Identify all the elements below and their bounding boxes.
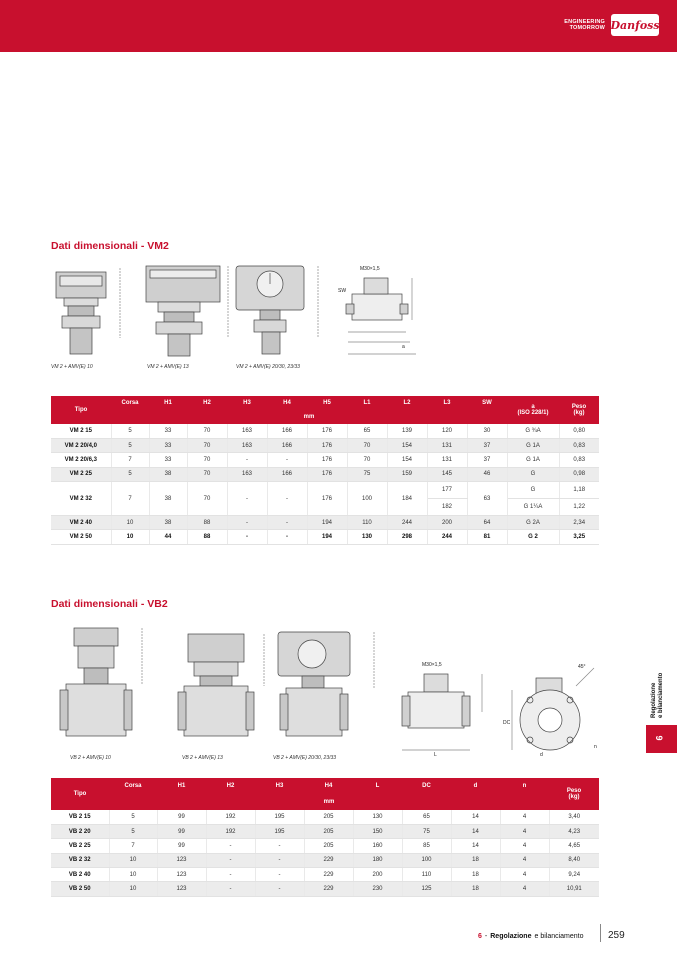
cell: 298 <box>387 530 427 544</box>
cell: 63 <box>467 482 507 516</box>
cell: 123 <box>157 853 206 867</box>
table-row <box>51 438 599 452</box>
cell: - <box>206 882 255 896</box>
cell: 10 <box>109 853 157 867</box>
cell: VM 2 15 <box>51 424 111 438</box>
cell: 14 <box>451 839 500 853</box>
cell: 125 <box>402 882 451 896</box>
chapter-side-label-line1: Regolazione <box>651 682 657 718</box>
footer-section-rest: e bilanciamento <box>534 933 584 940</box>
cell: 131 <box>427 438 467 452</box>
vm2-th-l1: L1 <box>347 396 387 410</box>
vm2-th-sw: SW <box>467 396 507 410</box>
footer-divider <box>600 924 601 942</box>
vb2-th-peso <box>549 778 599 810</box>
cell: - <box>255 868 304 882</box>
cell: 33 <box>149 438 187 452</box>
cell: 30 <box>467 424 507 438</box>
cell: VB 2 15 <box>51 810 109 824</box>
vm2-th-peso-line1: Peso <box>571 404 587 410</box>
table-row <box>51 530 599 544</box>
vb2-diagram-drawings <box>50 620 610 760</box>
cell: 145 <box>427 467 467 481</box>
cell: 4 <box>500 810 549 824</box>
cell: 70 <box>187 467 227 481</box>
cell: 70 <box>187 438 227 452</box>
vb2-caption-1: VB 2 + AMV(E) 10 <box>70 755 111 761</box>
cell: - <box>227 516 267 530</box>
cell: 99 <box>157 810 206 824</box>
table-row <box>51 882 599 896</box>
cell: 205 <box>304 824 353 838</box>
cell: 65 <box>402 810 451 824</box>
cell: 3,25 <box>559 530 599 544</box>
cell: 10 <box>111 516 149 530</box>
table-row <box>51 810 599 824</box>
vm2-th-h1: H1 <box>149 396 187 410</box>
cell: 229 <box>304 868 353 882</box>
cell: 3,40 <box>549 810 599 824</box>
cell: 9,24 <box>549 868 599 882</box>
cell: G 1¼A <box>507 499 559 516</box>
vm2-th-h3: H3 <box>227 396 267 410</box>
cell: - <box>267 530 307 544</box>
cell: 154 <box>387 453 427 467</box>
cell: 33 <box>149 424 187 438</box>
cell: - <box>267 516 307 530</box>
table-row <box>51 467 599 481</box>
cell: 10 <box>111 530 149 544</box>
vm2-th-h5: H5 <box>307 396 347 410</box>
cell: 5 <box>111 467 149 481</box>
table-row <box>51 453 599 467</box>
cell: - <box>206 839 255 853</box>
danfoss-logo <box>611 14 659 36</box>
cell: 230 <box>353 882 402 896</box>
vm2-th-h4: H4 <box>267 396 307 410</box>
cell: - <box>206 868 255 882</box>
cell: - <box>255 839 304 853</box>
chapter-tab <box>646 725 677 753</box>
cell: 229 <box>304 853 353 867</box>
cell: 44 <box>149 530 187 544</box>
cell: 160 <box>353 839 402 853</box>
cell: VB 2 32 <box>51 853 109 867</box>
tagline-line1: ENGINEERING <box>564 19 605 25</box>
page-footer <box>478 933 584 940</box>
cell: 0,80 <box>559 424 599 438</box>
vb2-caption-3: VB 2 + AMV(E) 20/30, 23/33 <box>273 755 337 761</box>
table-row <box>51 516 599 530</box>
cell: 180 <box>353 853 402 867</box>
cell: 150 <box>353 824 402 838</box>
cell: 8,40 <box>549 853 599 867</box>
cell: 38 <box>149 467 187 481</box>
cell: 38 <box>149 482 187 516</box>
vb2-th-tipo: Tipo <box>51 778 109 810</box>
cell: 1,22 <box>559 499 599 516</box>
cell: 4 <box>500 824 549 838</box>
cell: 200 <box>427 516 467 530</box>
vb2-th-d: d <box>451 778 500 794</box>
cell: 1,18 <box>559 482 599 499</box>
chapter-side-label <box>651 673 665 718</box>
cell: VM 2 40 <box>51 516 111 530</box>
cell: 70 <box>187 453 227 467</box>
vb2-l-label: L <box>434 752 437 758</box>
vm2-th-h2: H2 <box>187 396 227 410</box>
cell: G 2 <box>507 530 559 544</box>
cell: 70 <box>187 482 227 516</box>
cell: 0,98 <box>559 467 599 481</box>
cell: 18 <box>451 853 500 867</box>
vm2-th-mm: mm <box>111 410 507 424</box>
vb2-dimensions-table <box>51 778 599 897</box>
cell: 46 <box>467 467 507 481</box>
cell: 7 <box>109 839 157 853</box>
cell: 4 <box>500 882 549 896</box>
cell: VM 2 50 <box>51 530 111 544</box>
cell: 70 <box>347 453 387 467</box>
vb2-th-dc: DC <box>402 778 451 794</box>
cell: 14 <box>451 810 500 824</box>
cell: 75 <box>402 824 451 838</box>
vb2-th-corsa: Corsa <box>109 778 157 794</box>
table-row <box>51 482 599 499</box>
table-row <box>51 424 599 438</box>
cell: 2,34 <box>559 516 599 530</box>
chapter-tab-number: 6 <box>654 735 665 741</box>
cell: VB 2 50 <box>51 882 109 896</box>
cell: 200 <box>353 868 402 882</box>
cell: 166 <box>267 438 307 452</box>
cell: 163 <box>227 424 267 438</box>
cell: VM 2 20/6,3 <box>51 453 111 467</box>
cell: 159 <box>387 467 427 481</box>
cell: 5 <box>111 424 149 438</box>
vm2-th-corsa: Corsa <box>111 396 149 410</box>
vm2-th-a-line2: (ISO 228/1) <box>517 410 549 416</box>
cell: 10 <box>109 868 157 882</box>
cell: 182 <box>427 499 467 516</box>
cell: 244 <box>427 530 467 544</box>
cell: 176 <box>307 438 347 452</box>
footer-chapter: 6 <box>478 933 482 940</box>
cell: 177 <box>427 482 467 499</box>
vb2-angle-label: 45° <box>578 664 586 670</box>
cell: 0,83 <box>559 453 599 467</box>
cell: 163 <box>227 467 267 481</box>
cell: 244 <box>387 516 427 530</box>
cell: 110 <box>402 868 451 882</box>
cell: 166 <box>267 424 307 438</box>
cell: 192 <box>206 810 255 824</box>
cell: 120 <box>427 424 467 438</box>
cell: - <box>255 882 304 896</box>
logo-text: Danfoss <box>610 18 660 32</box>
table-row <box>51 839 599 853</box>
cell: 4 <box>500 853 549 867</box>
cell: 195 <box>255 810 304 824</box>
cell: G 1A <box>507 438 559 452</box>
cell: 99 <box>157 839 206 853</box>
cell: 229 <box>304 882 353 896</box>
cell: 123 <box>157 882 206 896</box>
cell: - <box>206 853 255 867</box>
cell: VB 2 25 <box>51 839 109 853</box>
chapter-side-label-line2: e bilanciamento <box>658 672 664 718</box>
vb2-th-mm: mm <box>109 794 549 810</box>
vb2-th-l: L <box>353 778 402 794</box>
cell: 192 <box>206 824 255 838</box>
cell: 4 <box>500 868 549 882</box>
cell: - <box>267 453 307 467</box>
cell: 14 <box>451 824 500 838</box>
vb2-th-peso-line1: Peso <box>566 788 582 794</box>
vm2-caption-1: VM 2 + AMV(E) 10 <box>51 364 93 370</box>
page-header <box>0 0 677 52</box>
vm2-th-a <box>507 396 559 424</box>
tagline <box>564 19 605 31</box>
cell: 37 <box>467 438 507 452</box>
cell: 85 <box>402 839 451 853</box>
cell: - <box>227 453 267 467</box>
vm2-section-title: Dati dimensionali - VM2 <box>51 240 169 252</box>
cell: 70 <box>347 438 387 452</box>
cell: 10,91 <box>549 882 599 896</box>
cell: 166 <box>267 467 307 481</box>
cell: 130 <box>353 810 402 824</box>
vm2-sw-label: SW <box>338 288 347 294</box>
cell: 123 <box>157 868 206 882</box>
cell: VB 2 20 <box>51 824 109 838</box>
vb2-th-h1: H1 <box>157 778 206 794</box>
cell: 81 <box>467 530 507 544</box>
footer-section-bold: Regolazione <box>490 933 532 940</box>
cell: VM 2 25 <box>51 467 111 481</box>
cell: 5 <box>109 810 157 824</box>
page-number: 259 <box>608 930 625 941</box>
cell: VB 2 40 <box>51 868 109 882</box>
cell: 38 <box>149 516 187 530</box>
cell: 176 <box>307 467 347 481</box>
cell: 10 <box>109 882 157 896</box>
vb2-th-h4: H4 <box>304 778 353 794</box>
cell: 0,83 <box>559 438 599 452</box>
cell: 110 <box>347 516 387 530</box>
vm2-caption-2: VM 2 + AMV(E) 13 <box>147 364 189 370</box>
vm2-caption-3: VM 2 + AMV(E) 20/30, 23/33 <box>236 364 300 370</box>
cell: 7 <box>111 482 149 516</box>
vm2-thread-label: M30×1,5 <box>360 266 380 272</box>
cell: G <box>507 482 559 499</box>
brand <box>564 14 659 36</box>
vb2-th-peso-line2: (kg) <box>568 794 580 800</box>
vb2-caption-2: VB 2 + AMV(E) 13 <box>182 755 223 761</box>
vb2-thread-label: M30×1,5 <box>422 662 442 668</box>
vb2-th-h2: H2 <box>206 778 255 794</box>
cell: 130 <box>347 530 387 544</box>
cell: 176 <box>307 424 347 438</box>
cell: 176 <box>307 453 347 467</box>
cell: VM 2 32 <box>51 482 111 516</box>
vb2-n-label: n <box>594 744 597 750</box>
cell: 139 <box>387 424 427 438</box>
vb2-d-label: d <box>540 752 543 758</box>
table-row <box>51 824 599 838</box>
cell: 88 <box>187 530 227 544</box>
cell: G <box>507 467 559 481</box>
cell: 65 <box>347 424 387 438</box>
cell: 131 <box>427 453 467 467</box>
cell: 5 <box>111 438 149 452</box>
cell: 33 <box>149 453 187 467</box>
cell: - <box>267 482 307 516</box>
vm2-th-l3: L3 <box>427 396 467 410</box>
tagline-line2: TOMORROW <box>569 25 605 31</box>
cell: 100 <box>402 853 451 867</box>
vm2-dimensions-table <box>51 396 599 545</box>
cell: 70 <box>187 424 227 438</box>
cell: 18 <box>451 882 500 896</box>
cell: 205 <box>304 839 353 853</box>
cell: 176 <box>307 482 347 516</box>
cell: 205 <box>304 810 353 824</box>
cell: G ¾A <box>507 424 559 438</box>
vm2-th-a-line1: a <box>531 404 535 410</box>
footer-separator: - <box>484 933 488 940</box>
vb2-th-h3: H3 <box>255 778 304 794</box>
cell: 75 <box>347 467 387 481</box>
cell: 99 <box>157 824 206 838</box>
cell: 194 <box>307 516 347 530</box>
vm2-th-tipo: Tipo <box>51 396 111 424</box>
cell: - <box>227 482 267 516</box>
cell: 100 <box>347 482 387 516</box>
vb2-section-title: Dati dimensionali - VB2 <box>51 598 168 610</box>
cell: 163 <box>227 438 267 452</box>
cell: G 1A <box>507 453 559 467</box>
cell: G 2A <box>507 516 559 530</box>
vm2-th-l2: L2 <box>387 396 427 410</box>
cell: 37 <box>467 453 507 467</box>
cell: 5 <box>109 824 157 838</box>
vb2-th-n: n <box>500 778 549 794</box>
cell: 64 <box>467 516 507 530</box>
vm2-th-peso <box>559 396 599 424</box>
cell: VM 2 20/4,0 <box>51 438 111 452</box>
cell: 4 <box>500 839 549 853</box>
cell: 7 <box>111 453 149 467</box>
cell: - <box>255 853 304 867</box>
cell: 195 <box>255 824 304 838</box>
cell: 88 <box>187 516 227 530</box>
table-row <box>51 853 599 867</box>
vm2-diagram-drawings <box>50 258 430 370</box>
vm2-a-label: a <box>402 344 405 350</box>
cell: 4,65 <box>549 839 599 853</box>
cell: 194 <box>307 530 347 544</box>
cell: 154 <box>387 438 427 452</box>
cell: 4,23 <box>549 824 599 838</box>
vb2-dc-label: DC <box>503 720 511 726</box>
cell: 18 <box>451 868 500 882</box>
cell: - <box>227 530 267 544</box>
vm2-th-peso-line2: (kg) <box>573 410 585 416</box>
table-row <box>51 868 599 882</box>
cell: 184 <box>387 482 427 516</box>
